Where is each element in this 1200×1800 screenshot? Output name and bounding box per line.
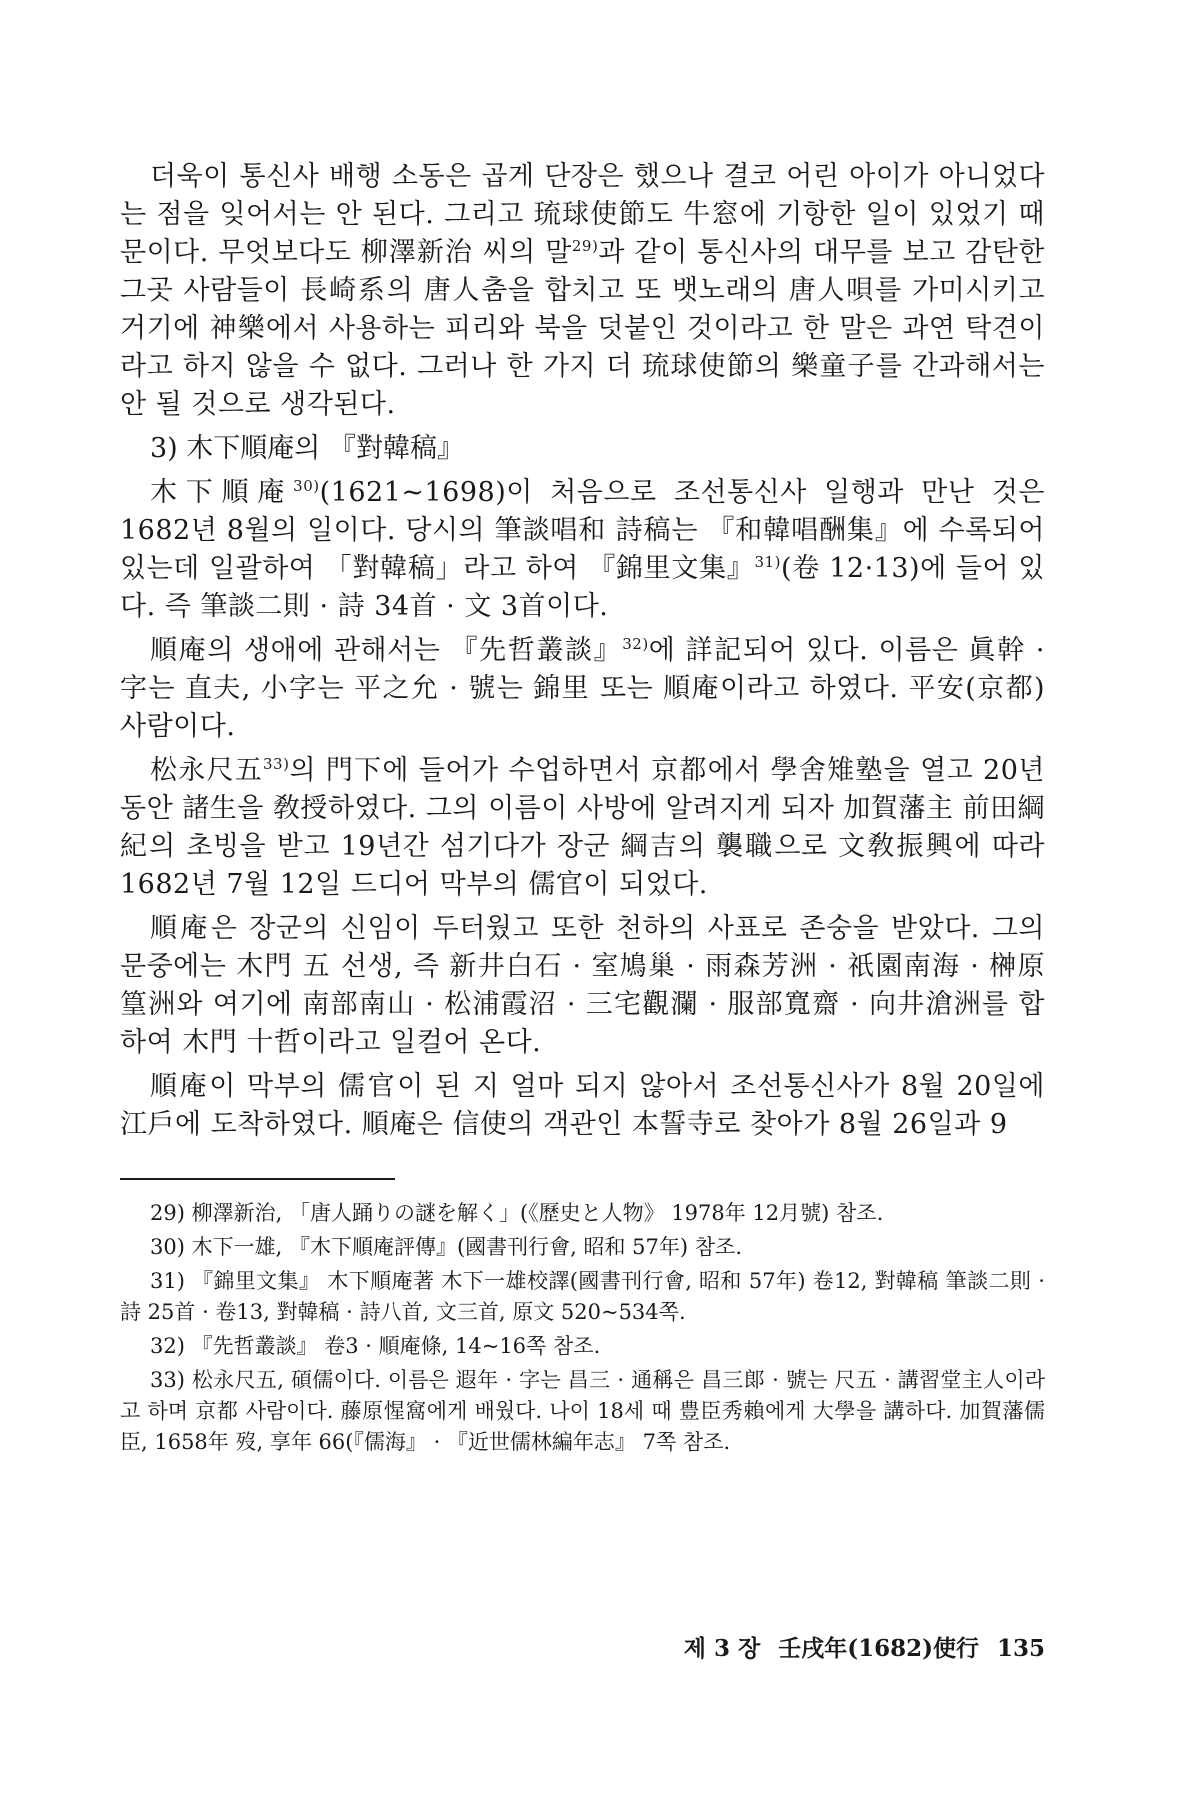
footnote-ref-33: 33) <box>263 755 290 773</box>
paragraph-6: 順庵이 막부의 儒官이 된 지 얼마 되지 않아서 조선통신사가 8월 20일에 江戶에 도착하였다. 順庵은 信使의 객관인 本誓寺로 찾아가 8월 26일과 9 <box>120 1071 1045 1140</box>
paragraph-text: 木下順庵 <box>150 477 294 508</box>
paragraph-1 <box>120 158 1045 424</box>
footnote-ref-31: 31) <box>754 553 781 571</box>
footnote-ref-29: 29) <box>571 237 599 255</box>
footnote-ref-30: 30) <box>293 477 320 495</box>
paragraph-text: 에 詳記되어 있다. 이름은 眞幹 · 字는 直夫, 小字는 平之允 · 號는 錦里 또는 順庵이라고 하였다. 平安(京都) 사람이다. <box>120 635 1046 742</box>
footnote-31: 31) 『錦里文集』 木下順庵著 木下一雄校譯(國書刊行會, 昭和 57年) 卷12, 對韓稿 筆談二則 · 詩 25首 · 卷13, 對韓稿 · 詩八首, 文三首, 原文 520~534쪽. <box>120 1269 1045 1324</box>
paragraph-text: 順庵의 생애에 관해서는 『先哲叢談』 <box>150 635 623 666</box>
paragraph-4 <box>120 752 1045 904</box>
paragraph-text: (卷 12·13)에 들어 있다. 즉 筆談二則 · 詩 34首 · 文 3首이다. <box>120 553 1045 622</box>
footnote-ref-32: 32) <box>622 635 649 653</box>
footnotes <box>120 1198 1045 1458</box>
footer-chapter: 제 3 장 <box>683 1635 761 1662</box>
paragraph-3 <box>120 632 1045 746</box>
footnote-30: 30) 木下一雄, 『木下順庵評傳』(國書刊行會, 昭和 57年) 참조. <box>150 1235 742 1259</box>
paragraph-text: 의 門下에 들어가 수업하면서 京都에서 學舍雉塾을 열고 20년 동안 諸生을 敎授하였다. 그의 이름이 사방에 알려지게 되자 加賀藩主 前田綱紀의 초빙을 받고 19년간 섬기다가 장군 綱吉의 襲職으로 文敎振興에 따라 1682년 7월 12일 드디어 막부의 儒官이 되었다. <box>120 755 1046 900</box>
footer-title: 壬戌年(1682)使行 <box>778 1635 979 1662</box>
paragraph-text: 과 같이 통신사의 대무를 보고 감탄한 그곳 사람들이 長崎系의 唐人춤을 합치고 또 뱃노래의 唐人唄를 가미시키고 거기에 神樂에서 사용하는 피리와 북을 덧붙인 것이라고 한 말은 과연 탁견이라고 하지 않을 수 없다. 그러나 한 가지 더 琉球使節의 樂童子를 간과해서는 안 될 것으로 생각된다. <box>120 237 1045 420</box>
paragraph-2 <box>120 474 1045 626</box>
paragraph-5: 順庵은 장군의 신임이 두터웠고 또한 천하의 사표로 존숭을 받았다. 그의 문중에는 木門 五 선생, 즉 新井白石 · 室鳩巢 · 雨森芳洲 · 祇園南海 · 榊原篁洲와 여기에 南部南山 · 松浦霞沼 · 三宅觀瀾 · 服部寬齋 · 向井滄洲를 합하여 木門 十哲이라고 일컬어 온다. <box>120 913 1045 1058</box>
paragraph-text: 더욱이 통신사 배행 소동은 곱게 단장은 했으나 결코 어린 아이가 아니었다는 점을 잊어서는 안 된다. 그리고 琉球使節도 牛窓에 기항한 일이 있었기 때문이다. 무엇보다도 柳澤新治 씨의 말 <box>120 161 1045 268</box>
paragraph-text: 松永尺五 <box>150 755 264 786</box>
section-heading: 3) 木下順庵의 『對韓稿』 <box>150 433 464 464</box>
footnote-33: 33) 松永尺五, 碩儒이다. 이름은 遐年 · 字는 昌三 · 通稱은 昌三郞 · 號는 尺五 · 講習堂主人이라고 하며 京都 사람이다. 藤原惺窩에게 배웠다. 나이 18세 때 豊臣秀賴에게 大學을 講하다. 加賀藩儒臣, 1658年 歿, 享年 66(『儒海』 · 『近世儒林編年志』 7쪽 참조. <box>120 1368 1045 1454</box>
footnote-divider <box>120 1178 395 1180</box>
paragraph-text: (1621~1698)이 처음으로 조선통신사 일행과 만난 것은 1682년 8월의 일이다. 당시의 筆談唱和 詩稿는 『和韓唱酬集』에 수록되어 있는데 일괄하여 「對韓稿」라고 하여 『錦里文集』 <box>120 477 1045 584</box>
footnote-32: 32) 『先哲叢談』 卷3 · 順庵條, 14~16쪽 참조. <box>150 1334 601 1358</box>
page-number: 135 <box>996 1635 1045 1662</box>
running-footer <box>684 1634 1045 1664</box>
footnote-29: 29) 柳澤新治, 「唐人踊りの謎を解く」(《歷史と人物》 1978年 12月號) 참조. <box>150 1201 884 1225</box>
page-content <box>120 158 1045 1738</box>
